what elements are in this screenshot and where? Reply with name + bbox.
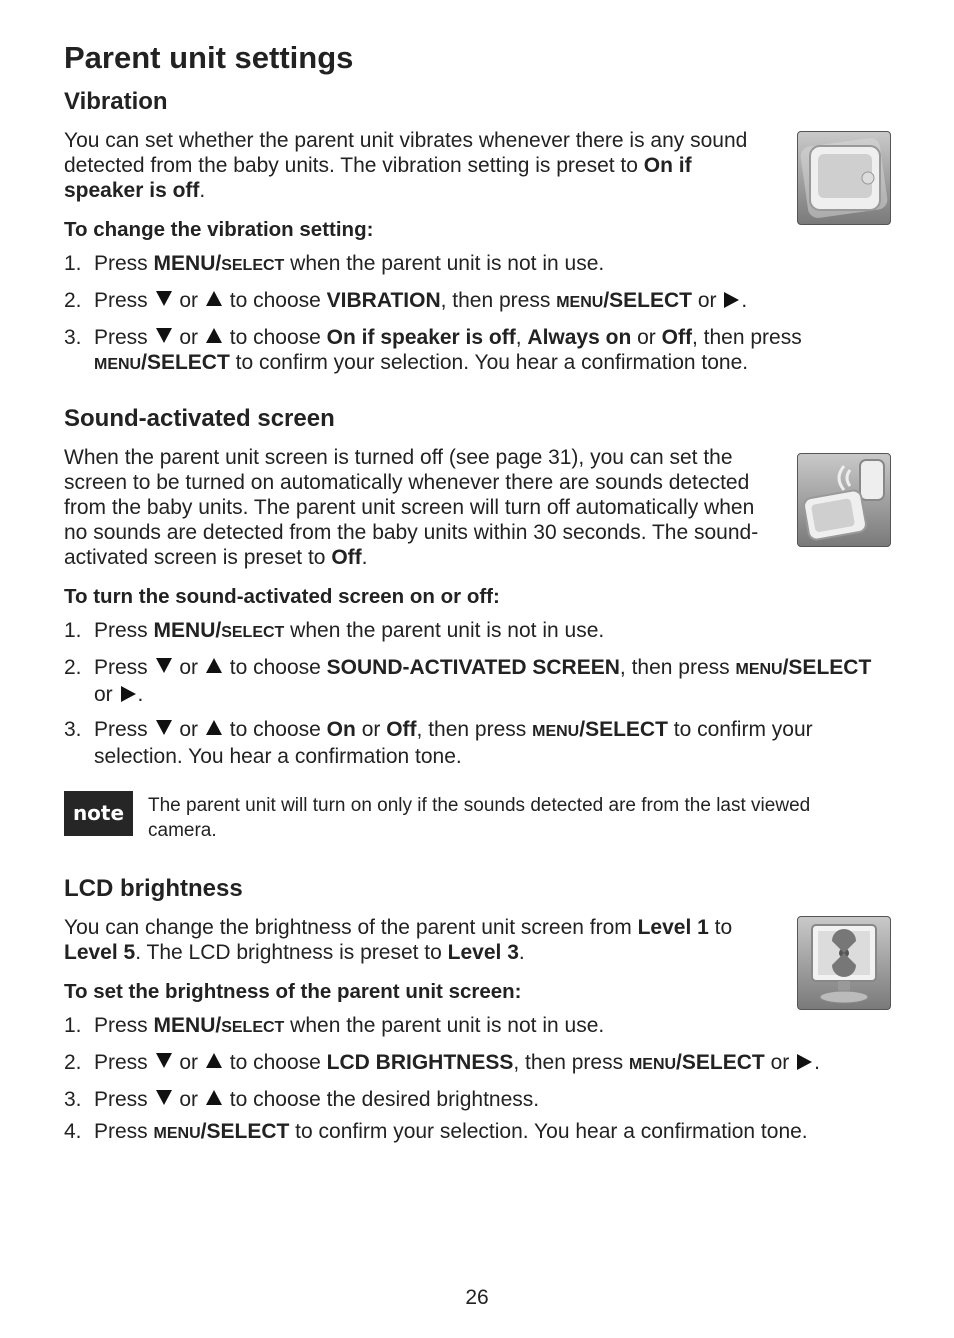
list-item: 1. Press MENU/SELECT when the parent unit is not in use.: [64, 1014, 605, 1037]
page-number: 26: [465, 1286, 489, 1309]
up-arrow-icon: [206, 328, 222, 343]
list-item: 2. Press or to choose LCD BRIGHTNESS, then press MENU/SELECT or .: [64, 1051, 820, 1074]
down-arrow-icon: [156, 328, 172, 343]
sound-steps: [64, 618, 894, 769]
vibration-intro: You can set whether the parent unit vibrates whenever there is any sound detected from the baby units. The vibration setting is preset to On if speaker is off.: [64, 129, 748, 202]
vibration-heading: Vibration: [64, 88, 168, 115]
right-arrow-icon: [797, 1054, 812, 1070]
up-arrow-icon: [206, 1090, 222, 1105]
lcd-subhead: To set the brightness of the parent unit screen:: [64, 980, 522, 1003]
down-arrow-icon: [156, 1090, 172, 1105]
note-badge: note: [64, 791, 133, 836]
right-arrow-icon: [121, 686, 136, 702]
down-arrow-icon: [156, 291, 172, 306]
list-item: 4. Press MENU/SELECT to confirm your selection. You hear a confirmation tone.: [64, 1120, 808, 1143]
sound-heading: Sound-activated screen: [64, 405, 335, 432]
list-item: 2. Press or to choose VIBRATION, then press MENU/SELECT or .: [64, 289, 748, 312]
lcd-intro: You can change the brightness of the parent unit screen from Level 1 to Level 5. The LCD brightness is preset to Level 3.: [64, 916, 733, 964]
vibration-steps: [64, 251, 894, 377]
lcd-brightness-icon: [797, 916, 891, 1010]
page-title: Parent unit settings: [64, 40, 354, 75]
vibration-subhead: To change the vibration setting:: [64, 218, 374, 241]
lcd-steps: [64, 1013, 894, 1146]
up-arrow-icon: [206, 291, 222, 306]
vibrating-phone-icon: [797, 131, 891, 225]
note-text: The parent unit will turn on only if the sounds detected are from the last viewed camera.: [148, 795, 811, 841]
list-item: 3. Press or to choose the desired brightness.: [64, 1088, 540, 1111]
right-arrow-icon: [724, 292, 739, 308]
lcd-heading: LCD brightness: [64, 875, 243, 902]
up-arrow-icon: [206, 720, 222, 735]
list-item: 2. Press or to choose SOUND-ACTIVATED SCREEN, then press MENU/SELECT or .: [64, 656, 872, 706]
list-item: 3. Press or to choose On or Off, then press MENU/SELECT to confirm your selection. You hear a confirmation tone.: [64, 718, 813, 768]
list-item: 3. Press or to choose On if speaker is off, Always on or Off, then press MENU/SELECT to confirm your selection. You hear a confirmation tone.: [64, 326, 802, 374]
up-arrow-icon: [206, 658, 222, 673]
sound-activated-screen-icon: [797, 453, 891, 547]
list-item: 1. Press MENU/SELECT when the parent unit is not in use.: [64, 252, 605, 275]
up-arrow-icon: [206, 1053, 222, 1068]
down-arrow-icon: [156, 720, 172, 735]
sound-intro: When the parent unit screen is turned off (see page 31), you can set the screen to be turned on automatically whenever there are sounds detected from the baby units. The parent unit screen will turn off automatically when no sounds are detected from the baby units within 30 seconds. The sound-activated screen is preset to Off.: [64, 446, 759, 569]
down-arrow-icon: [156, 1053, 172, 1068]
down-arrow-icon: [156, 658, 172, 673]
list-item: 1. Press MENU/SELECT when the parent unit is not in use.: [64, 619, 605, 642]
sound-subhead: To turn the sound-activated screen on or off:: [64, 585, 500, 608]
